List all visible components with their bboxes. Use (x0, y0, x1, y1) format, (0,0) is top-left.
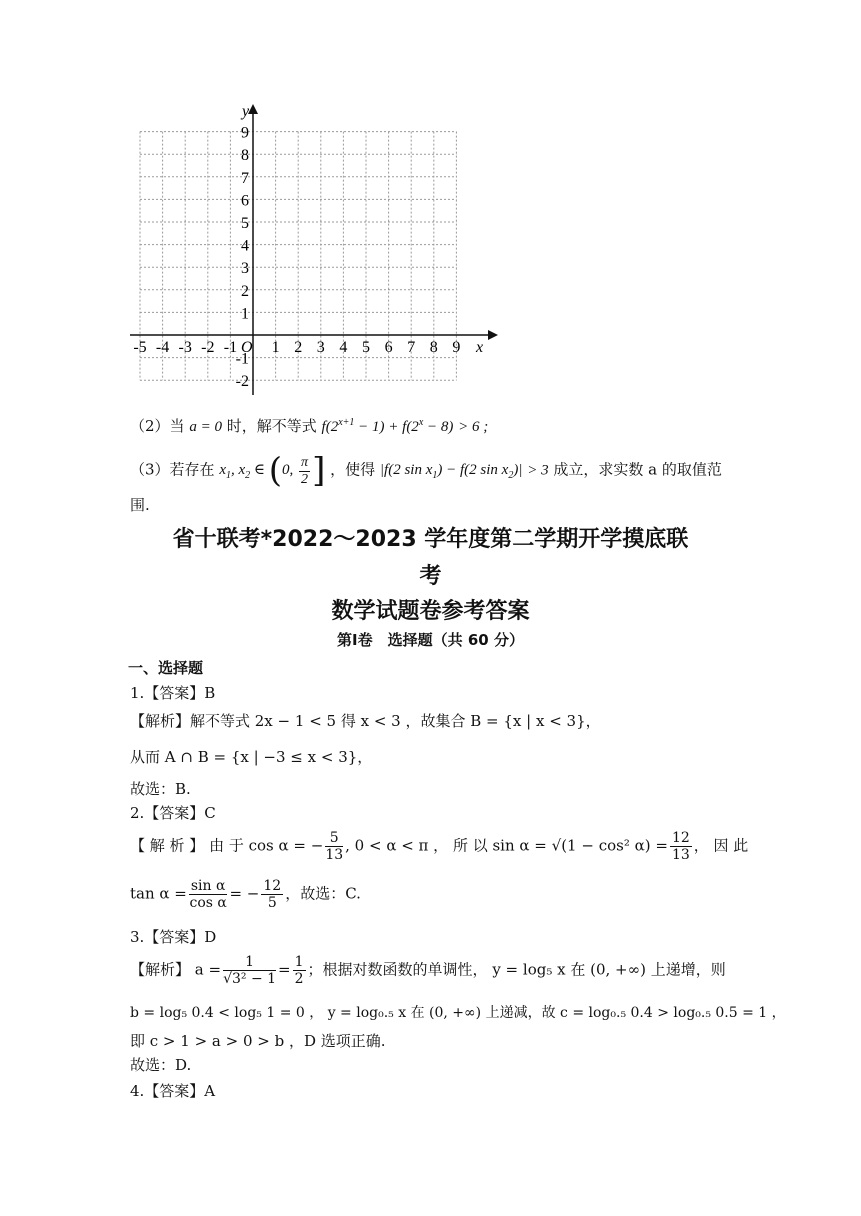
q2-condition: a = 0 (189, 419, 222, 435)
x-tick-label: 7 (407, 339, 416, 356)
q3-continuation: 围. (130, 496, 150, 514)
y-tick-label: 9 (241, 124, 249, 142)
q2-inequality: $f(2^{x+1} - 1) + f(2^x - 8)$ (321, 417, 454, 435)
answer-title: 数学试题卷参考答案 (331, 599, 530, 624)
answer-3-line1: 【解析】 a = $\frac{1}{\text{√3² − 1}}$ = $\frac{1}{2}$ ；根据对数函数的单调性， y = log₅ x 在 (0, +∞) 上递增，则 (130, 954, 726, 987)
y-tick-label: -1 (235, 350, 249, 368)
y-tick-label: 8 (241, 147, 249, 165)
q2-prefix: （2）当 (130, 417, 185, 435)
answer-1-line1: 【解析】解不等式 2x − 1 < 5 得 x < 3 ，故集合 B = {x | x < 3}， (130, 712, 601, 730)
answer-3-head: 3.【答案】D (130, 928, 217, 946)
q3-mid: ，使得 (330, 460, 376, 479)
answer-4-head: 4.【答案】A (130, 1082, 216, 1100)
origin-label: O (241, 339, 253, 356)
x-axis-label: x (476, 339, 484, 356)
y-tick-label: 5 (241, 215, 249, 232)
answer-3-line2: b = log₅ 0.4 < log₅ 1 = 0 ， y = log₀.₅ x 在 (0, +∞) 上递减，故 c = log₀.₅ 0.4 > log₀.₅ 0.5 = 1 ， (130, 1005, 786, 1021)
x-tick-label: -3 (178, 339, 192, 356)
q3-domain: $x_1$, $x_2$ ∈ (0, $\frac{\pi}{2}$ ] (219, 451, 326, 491)
q3-tail: 成立，求实数 a 的取值范 (553, 460, 722, 479)
grid-svg (120, 100, 500, 400)
x-tick-label: 5 (362, 339, 370, 356)
q3-gt: > 3 (527, 462, 549, 479)
answer-2-line2: tan α = $\frac{\text{sin α}}{\text{cos α}}$ = − $\frac{12}{5}$ ，故选：C. (130, 878, 361, 911)
x-tick-label: 4 (339, 339, 348, 356)
exam-title-line2: 考 (419, 564, 442, 589)
y-tick-label: 3 (241, 260, 249, 278)
y-tick-label: 4 (241, 237, 249, 255)
question-3 (130, 451, 722, 491)
answer-3-line3: 即 c > 1 > a > 0 > b ，D 选项正确. (130, 1032, 386, 1050)
answer-1-head: 1.【答案】B (130, 684, 216, 702)
y-tick-label: 1 (241, 305, 249, 323)
answer-1-line3: 故选：B. (130, 780, 191, 798)
q2-mid: 时，解不等式 (226, 417, 317, 435)
y-tick-label: -2 (235, 373, 249, 391)
exam-title-line1: 省十联考*2022～2023 学年度第二学期开学摸底联 (172, 527, 689, 552)
x-tick-label: 8 (429, 339, 438, 356)
answer-3-line4: 故选：D. (130, 1056, 192, 1074)
y-tick-label: 7 (241, 169, 249, 187)
q2-end: > 6 ; (458, 419, 489, 435)
question-2 (130, 412, 488, 438)
answer-1-line2: 从而 A ∩ B = {x | −3 ≤ x < 3}， (130, 748, 373, 766)
y-axis-label: y (242, 103, 250, 120)
q3-abs-expr: |f(2 $\sin x_1) - f(2$ $\sin x_2)|$ (379, 462, 523, 482)
section-title: 第Ⅰ卷 选择题（共 60 分） (337, 631, 524, 649)
x-tick-label: 1 (271, 339, 280, 356)
answer-2-line1: 【 解 析 】 由 于 cos α = − $\frac{5}{13}$ , 0 < α < π ， 所 以 sin α = √(1 − cos² α) = $\frac{12}{13}$ ， 因 此 (130, 830, 749, 863)
coordinate-grid (120, 100, 500, 400)
x-tick-label: 2 (294, 339, 303, 356)
q3-prefix: （3）若存在 (130, 460, 215, 479)
x-tick-label: 9 (452, 339, 461, 356)
x-tick-label: 3 (316, 339, 325, 356)
x-tick-label: -1 (223, 339, 238, 356)
x-tick-label: -2 (201, 339, 215, 356)
x-tick-label: -5 (133, 339, 147, 356)
x-tick-label: -4 (155, 339, 170, 356)
y-axis-arrow (248, 104, 258, 114)
y-tick-label: 2 (241, 282, 249, 300)
x-tick-label: 6 (384, 339, 393, 356)
part-heading: 一、选择题 (128, 659, 204, 677)
answer-2-head: 2.【答案】C (130, 804, 216, 822)
x-axis-arrow (488, 330, 498, 340)
y-tick-label: 6 (241, 192, 249, 210)
